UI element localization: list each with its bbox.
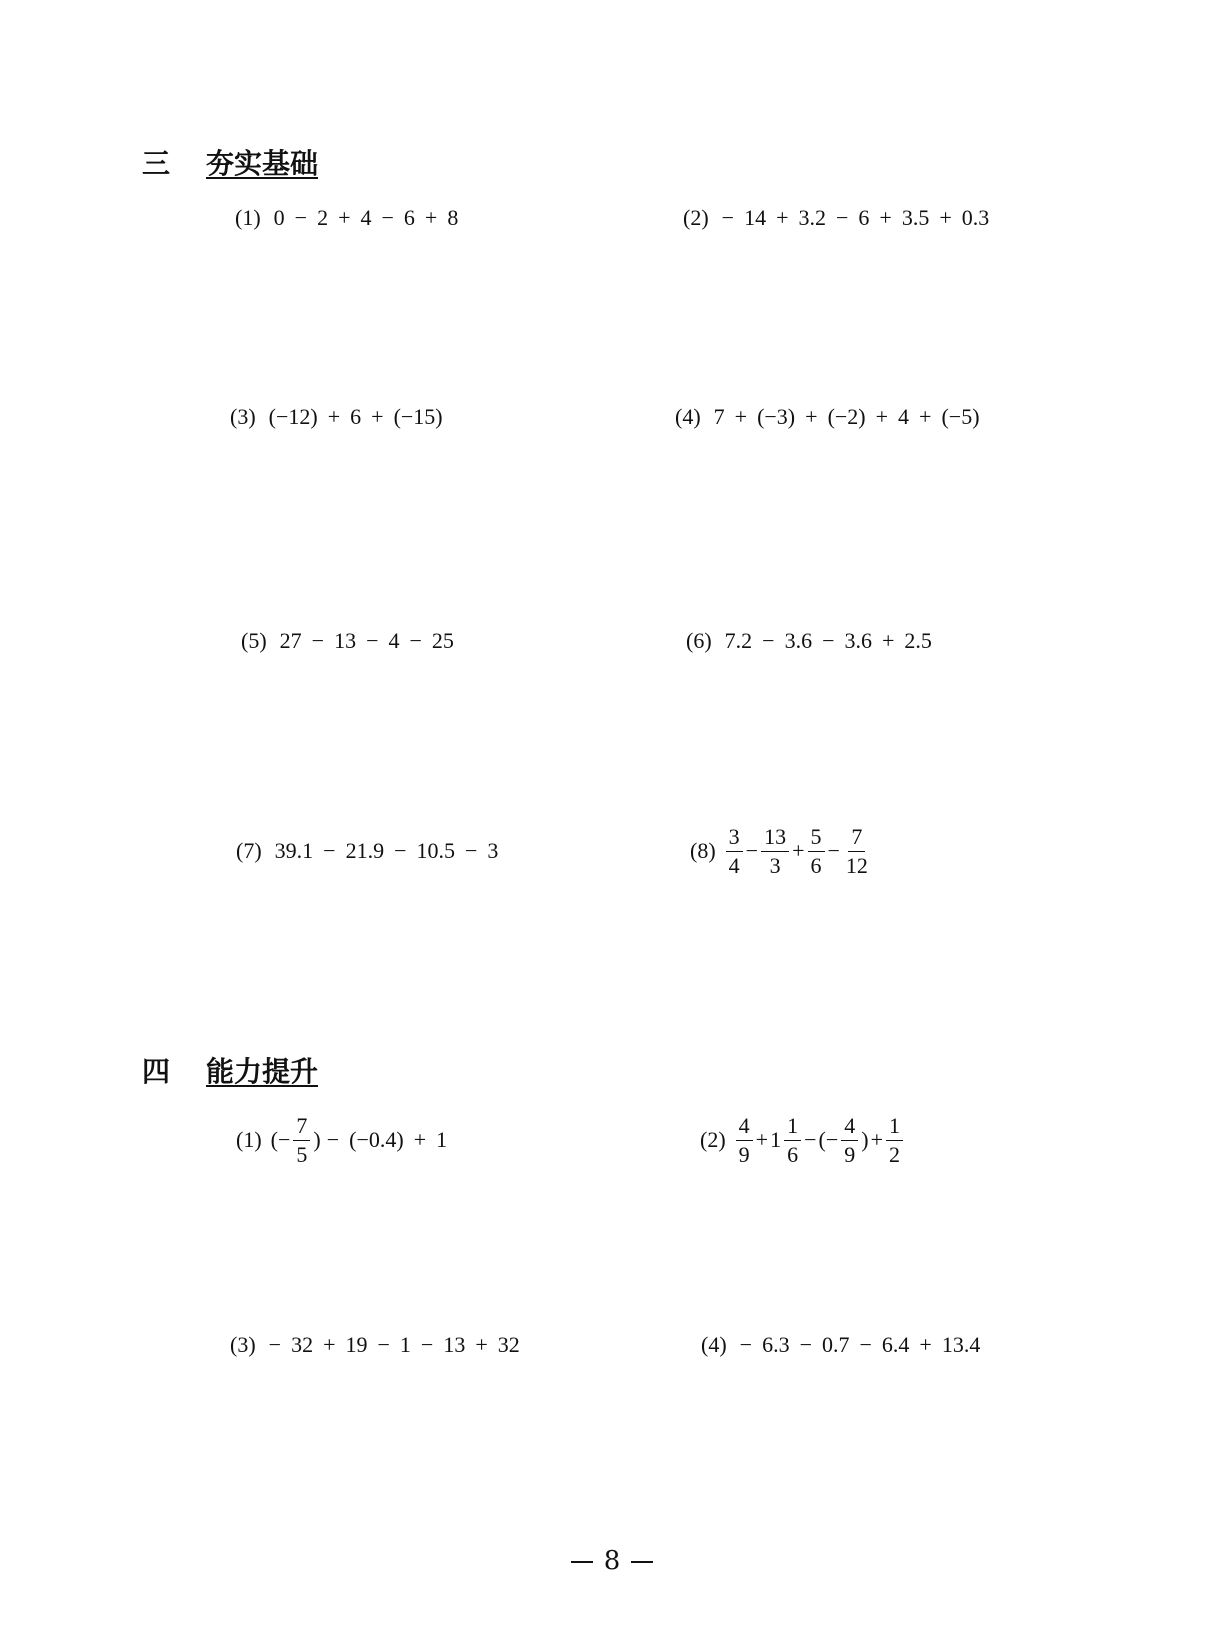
math-token: (− bbox=[270, 1127, 291, 1152]
section-heading-3 bbox=[142, 147, 319, 180]
numerator: 7 bbox=[848, 826, 865, 852]
math-token: 4 bbox=[388, 628, 400, 653]
math-token: 2.5 bbox=[904, 628, 932, 653]
fraction bbox=[886, 1112, 903, 1167]
math-token: 13 bbox=[443, 1332, 466, 1357]
math-token: − bbox=[827, 838, 840, 863]
math-token: ) bbox=[861, 1127, 869, 1152]
problem bbox=[230, 387, 448, 447]
math-token: (−15) bbox=[393, 404, 443, 429]
math-token: − bbox=[394, 838, 407, 863]
math-token: 3.5 bbox=[901, 205, 930, 230]
math-token: 8 bbox=[447, 205, 459, 230]
footer-dash-right bbox=[631, 1561, 653, 1563]
math-token: + bbox=[755, 1127, 769, 1152]
fraction bbox=[293, 1112, 310, 1167]
problem-label: (2) bbox=[683, 205, 709, 230]
math-token: (−2) bbox=[827, 404, 866, 429]
math-token: (−5) bbox=[941, 404, 980, 429]
math-token: + bbox=[327, 404, 341, 429]
footer-dash-left bbox=[571, 1561, 593, 1563]
problem-label: (2) bbox=[700, 1127, 726, 1152]
math-token: 0.3 bbox=[961, 205, 990, 230]
math-token: (−3) bbox=[757, 404, 796, 429]
denominator: 6 bbox=[810, 852, 822, 878]
fraction bbox=[843, 823, 871, 878]
math-token: − bbox=[799, 1332, 812, 1357]
math-token: 6 bbox=[403, 205, 415, 230]
math-token: + bbox=[805, 404, 818, 429]
section-number: 四 bbox=[142, 1055, 171, 1088]
math-token: − bbox=[381, 205, 394, 230]
math-token: + bbox=[734, 404, 748, 429]
math-token: 13 bbox=[334, 628, 357, 653]
section-heading-4 bbox=[142, 1055, 319, 1088]
section-title: 能力提升 bbox=[206, 1055, 319, 1088]
denominator: 4 bbox=[728, 852, 740, 878]
math-token: + bbox=[424, 205, 438, 230]
math-token: 27 bbox=[279, 628, 302, 653]
math-token: − bbox=[326, 1127, 340, 1152]
math-token: + bbox=[475, 1332, 488, 1357]
math-token: 3.6 bbox=[784, 628, 813, 653]
math-token: 2 bbox=[317, 205, 329, 230]
denominator: 3 bbox=[769, 852, 781, 878]
math-token: 1 bbox=[770, 1127, 782, 1152]
math-token: 4 bbox=[898, 404, 910, 429]
problem bbox=[683, 188, 994, 248]
math-token: 6.4 bbox=[881, 1332, 910, 1357]
problem-label: (4) bbox=[675, 404, 701, 429]
section-title: 夯实基础 bbox=[206, 147, 319, 180]
problem-label: (1) bbox=[236, 1127, 262, 1152]
math-token: 10.5 bbox=[416, 838, 455, 863]
math-token: − bbox=[762, 628, 775, 653]
math-token: − bbox=[859, 1332, 872, 1357]
problem-label: (5) bbox=[241, 628, 267, 653]
math-token: 3.6 bbox=[844, 628, 872, 653]
problem-label: (3) bbox=[230, 1332, 256, 1357]
math-token: − bbox=[377, 1332, 390, 1357]
problem bbox=[235, 188, 463, 248]
math-token: + bbox=[338, 205, 351, 230]
math-token: (−12) bbox=[268, 404, 318, 429]
math-token: − bbox=[366, 628, 379, 653]
page-footer bbox=[0, 1546, 1224, 1576]
math-token: − bbox=[311, 628, 325, 653]
math-token: 14 bbox=[744, 205, 767, 230]
math-token: + bbox=[879, 205, 892, 230]
denominator: 9 bbox=[738, 1141, 750, 1167]
math-token: 4 bbox=[360, 205, 372, 230]
math-token: − bbox=[745, 838, 759, 863]
problem bbox=[236, 1110, 452, 1170]
math-token: 32 bbox=[497, 1332, 520, 1357]
math-token: + bbox=[371, 404, 384, 429]
numerator: 1 bbox=[886, 1115, 903, 1141]
fraction bbox=[808, 823, 825, 878]
math-token: (−0.4) bbox=[349, 1127, 404, 1152]
page-number: 8 bbox=[603, 1546, 621, 1576]
math-token: 3 bbox=[487, 838, 499, 863]
math-token: + bbox=[413, 1127, 427, 1152]
numerator: 1 bbox=[784, 1115, 801, 1141]
fraction bbox=[761, 823, 789, 878]
numerator: 13 bbox=[761, 826, 789, 852]
numerator: 4 bbox=[736, 1115, 753, 1141]
section-number: 三 bbox=[142, 147, 171, 180]
math-token: 6 bbox=[858, 205, 870, 230]
numerator: 5 bbox=[808, 826, 825, 852]
math-token: − bbox=[822, 628, 835, 653]
math-token: − bbox=[804, 1127, 817, 1152]
problem-label: (3) bbox=[230, 404, 256, 429]
math-token: 21.9 bbox=[345, 838, 385, 863]
math-token: 0 bbox=[273, 205, 285, 230]
math-token: − bbox=[739, 1332, 753, 1357]
problem bbox=[675, 387, 985, 447]
math-token: − bbox=[721, 205, 735, 230]
math-token: + bbox=[919, 404, 932, 429]
math-token: 0.7 bbox=[822, 1332, 850, 1357]
math-token: 39.1 bbox=[274, 838, 314, 863]
math-token: + bbox=[870, 1127, 883, 1152]
math-token: − bbox=[409, 628, 422, 653]
math-token: 6.3 bbox=[762, 1332, 790, 1357]
math-token: 7.2 bbox=[724, 628, 753, 653]
problem bbox=[241, 611, 459, 671]
denominator: 6 bbox=[787, 1141, 799, 1167]
math-token: 32 bbox=[291, 1332, 314, 1357]
denominator: 12 bbox=[845, 852, 868, 878]
math-token: + bbox=[776, 205, 789, 230]
math-token: + bbox=[882, 628, 895, 653]
fraction bbox=[736, 1112, 753, 1167]
fraction bbox=[841, 1112, 858, 1167]
math-token: − bbox=[294, 205, 308, 230]
math-token: − bbox=[465, 838, 478, 863]
denominator: 2 bbox=[888, 1141, 900, 1167]
math-token: 7 bbox=[713, 404, 725, 429]
problem-label: (4) bbox=[701, 1332, 727, 1357]
math-token: − bbox=[836, 205, 849, 230]
math-token: + bbox=[875, 404, 889, 429]
math-token: 6 bbox=[350, 404, 362, 429]
problem bbox=[700, 1110, 905, 1170]
numerator: 4 bbox=[841, 1115, 858, 1141]
problem-label: (7) bbox=[236, 838, 262, 863]
math-token: 13.4 bbox=[941, 1332, 981, 1357]
math-token: − bbox=[323, 838, 336, 863]
math-token: − bbox=[268, 1332, 282, 1357]
math-token: + bbox=[919, 1332, 932, 1357]
problem bbox=[236, 821, 503, 881]
denominator: 5 bbox=[296, 1141, 308, 1167]
problem bbox=[230, 1315, 525, 1375]
numerator: 7 bbox=[293, 1115, 310, 1141]
fraction bbox=[784, 1112, 801, 1167]
math-token: + bbox=[323, 1332, 336, 1357]
math-token: 3.2 bbox=[798, 205, 826, 230]
math-token: + bbox=[792, 838, 805, 863]
problem bbox=[690, 821, 873, 881]
problem-label: (8) bbox=[690, 838, 716, 863]
fraction bbox=[726, 823, 743, 878]
problem bbox=[701, 1315, 985, 1375]
math-token: (− bbox=[818, 1127, 839, 1152]
numerator: 3 bbox=[726, 826, 743, 852]
math-token: 1 bbox=[399, 1332, 411, 1357]
denominator: 9 bbox=[844, 1141, 856, 1167]
problem-label: (6) bbox=[686, 628, 712, 653]
math-token: 19 bbox=[345, 1332, 368, 1357]
problem-label: (1) bbox=[235, 205, 261, 230]
problem bbox=[686, 611, 937, 671]
math-token: 25 bbox=[431, 628, 454, 653]
math-token: − bbox=[420, 1332, 434, 1357]
math-token: 1 bbox=[436, 1127, 448, 1152]
math-token: ) bbox=[313, 1127, 321, 1152]
math-token: + bbox=[939, 205, 952, 230]
